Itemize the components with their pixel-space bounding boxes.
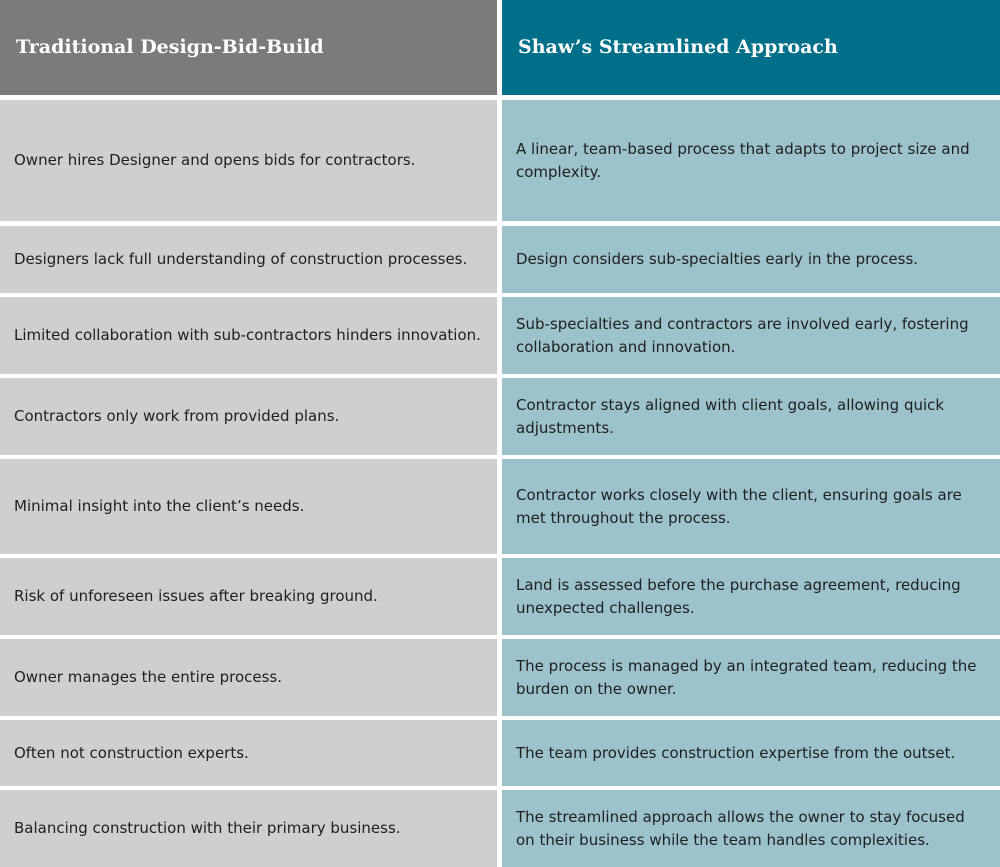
traditional-cell: Minimal insight into the client’s needs. bbox=[0, 459, 497, 554]
traditional-cell: Risk of unforeseen issues after breaking ground. bbox=[0, 558, 497, 635]
streamlined-cell: A linear, team-based process that adapts to project size and complexity. bbox=[502, 100, 1000, 221]
streamlined-cell: The streamlined approach allows the owner to stay focused on their business while the team handles complexities. bbox=[502, 790, 1000, 867]
traditional-cell: Designers lack full understanding of construction processes. bbox=[0, 226, 497, 293]
traditional-cell: Owner hires Designer and opens bids for contractors. bbox=[0, 100, 497, 221]
streamlined-cell: The process is managed by an integrated team, reducing the burden on the owner. bbox=[502, 639, 1000, 716]
traditional-cell: Limited collaboration with sub-contractors hinders innovation. bbox=[0, 297, 497, 374]
streamlined-cell: Land is assessed before the purchase agreement, reducing unexpected challenges. bbox=[502, 558, 1000, 635]
traditional-cell: Balancing construction with their primary business. bbox=[0, 790, 497, 867]
streamlined-cell: The team provides construction expertise from the outset. bbox=[502, 720, 1000, 786]
streamlined-cell: Design considers sub-specialties early in the process. bbox=[502, 226, 1000, 293]
traditional-cell: Contractors only work from provided plans. bbox=[0, 378, 497, 455]
streamlined-cell: Contractor works closely with the client, ensuring goals are met throughout the process. bbox=[502, 459, 1000, 554]
header-traditional: Traditional Design-Bid-Build bbox=[0, 0, 497, 95]
streamlined-cell: Sub-specialties and contractors are involved early, fostering collaboration and innovation. bbox=[502, 297, 1000, 374]
streamlined-cell: Contractor stays aligned with client goals, allowing quick adjustments. bbox=[502, 378, 1000, 455]
traditional-cell: Often not construction experts. bbox=[0, 720, 497, 786]
header-streamlined: Shaw’s Streamlined Approach bbox=[502, 0, 1000, 95]
traditional-cell: Owner manages the entire process. bbox=[0, 639, 497, 716]
